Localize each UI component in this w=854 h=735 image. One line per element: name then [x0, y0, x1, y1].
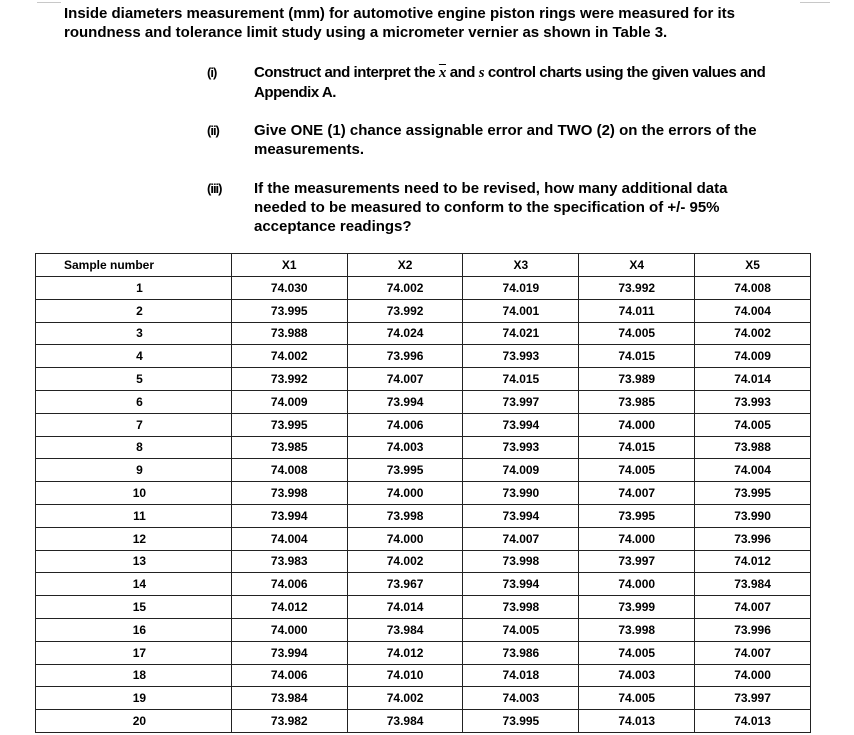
- measurement-cell: 74.004: [231, 527, 347, 550]
- measurement-cell: 73.998: [579, 618, 695, 641]
- sample-number-cell: 12: [36, 527, 232, 550]
- table-row: [36, 436, 811, 459]
- question-1-text-before: Construct and interpret the: [254, 64, 439, 81]
- header-x5: X5: [695, 254, 811, 277]
- measurement-cell: 74.002: [347, 550, 463, 573]
- measurement-cell: 73.994: [347, 390, 463, 413]
- question-3-marker: (iii): [207, 181, 222, 196]
- sample-number-cell: 13: [36, 550, 232, 573]
- measurement-cell: 73.993: [463, 436, 579, 459]
- sample-number-cell: 16: [36, 618, 232, 641]
- measurement-cell: 74.010: [347, 664, 463, 687]
- measurement-cell: 74.014: [347, 596, 463, 619]
- sample-number-cell: 15: [36, 596, 232, 619]
- measurement-cell: 73.996: [695, 527, 811, 550]
- table-row: [36, 459, 811, 482]
- table-row: [36, 641, 811, 664]
- measurement-cell: 73.996: [347, 345, 463, 368]
- measurement-cell: 74.018: [463, 664, 579, 687]
- measurement-cell: 73.992: [347, 299, 463, 322]
- measurement-cell: 74.009: [695, 345, 811, 368]
- measurement-cell: 74.008: [695, 277, 811, 300]
- measurement-cell: 73.995: [695, 482, 811, 505]
- measurement-table: [35, 253, 811, 733]
- page-edge-rule: [37, 2, 61, 3]
- measurement-cell: 74.005: [579, 687, 695, 710]
- measurement-cell: 74.002: [347, 687, 463, 710]
- measurement-cell: 74.019: [463, 277, 579, 300]
- header-x2: X2: [347, 254, 463, 277]
- measurement-cell: 74.007: [695, 596, 811, 619]
- measurement-cell: 74.000: [231, 618, 347, 641]
- measurement-cell: 74.030: [231, 277, 347, 300]
- table-row: [36, 710, 811, 733]
- measurement-cell: 73.995: [231, 413, 347, 436]
- table-row: [36, 368, 811, 391]
- measurement-cell: 74.024: [347, 322, 463, 345]
- sample-number-cell: 20: [36, 710, 232, 733]
- sample-number-cell: 11: [36, 504, 232, 527]
- measurement-cell: 74.012: [231, 596, 347, 619]
- sample-number-cell: 19: [36, 687, 232, 710]
- measurement-cell: 74.000: [579, 527, 695, 550]
- measurement-cell: 74.000: [347, 482, 463, 505]
- sample-number-cell: 5: [36, 368, 232, 391]
- table-row: [36, 618, 811, 641]
- measurement-cell: 74.011: [579, 299, 695, 322]
- measurement-cell: 73.988: [231, 322, 347, 345]
- measurement-cell: 74.007: [695, 641, 811, 664]
- measurement-cell: 73.984: [347, 710, 463, 733]
- measurement-cell: 74.015: [579, 345, 695, 368]
- measurement-cell: 74.003: [347, 436, 463, 459]
- measurement-cell: 74.000: [347, 527, 463, 550]
- measurement-cell: 74.015: [579, 436, 695, 459]
- sample-number-cell: 3: [36, 322, 232, 345]
- measurement-cell: 74.001: [463, 299, 579, 322]
- measurement-cell: 73.998: [347, 504, 463, 527]
- measurement-cell: 73.985: [579, 390, 695, 413]
- header-x4: X4: [579, 254, 695, 277]
- table-header-row: [36, 254, 811, 277]
- question-1-text-and: and: [445, 64, 479, 81]
- intro-paragraph: Inside diameters measurement (mm) for automotive engine piston rings were measured for its roundness and tolerance limit study using a micrometer vernier as shown in Table 3.: [64, 5, 736, 41]
- question-2-marker: (ii): [207, 123, 219, 138]
- measurement-cell: 73.994: [463, 573, 579, 596]
- measurement-cell: 73.982: [231, 710, 347, 733]
- table-row: [36, 687, 811, 710]
- measurement-cell: 74.007: [579, 482, 695, 505]
- sample-number-cell: 8: [36, 436, 232, 459]
- measurement-cell: 73.997: [579, 550, 695, 573]
- table-row: [36, 345, 811, 368]
- measurement-cell: 74.007: [347, 368, 463, 391]
- measurement-cell: 73.984: [347, 618, 463, 641]
- table-row: [36, 390, 811, 413]
- sample-number-cell: 14: [36, 573, 232, 596]
- measurement-cell: 73.992: [231, 368, 347, 391]
- measurement-cell: 74.013: [579, 710, 695, 733]
- measurement-cell: 73.984: [695, 573, 811, 596]
- measurement-cell: 74.005: [579, 322, 695, 345]
- measurement-cell: 74.003: [463, 687, 579, 710]
- table-row: [36, 550, 811, 573]
- measurement-cell: 73.988: [695, 436, 811, 459]
- measurement-cell: 73.992: [579, 277, 695, 300]
- measurement-cell: 73.995: [347, 459, 463, 482]
- measurement-cell: 73.967: [347, 573, 463, 596]
- table-row: [36, 664, 811, 687]
- measurement-cell: 73.984: [231, 687, 347, 710]
- measurement-cell: 74.005: [579, 459, 695, 482]
- table-row: [36, 322, 811, 345]
- header-x3: X3: [463, 254, 579, 277]
- table-row: [36, 482, 811, 505]
- measurement-cell: 73.997: [695, 687, 811, 710]
- measurement-cell: 74.009: [231, 390, 347, 413]
- measurement-cell: 74.012: [695, 550, 811, 573]
- measurement-cell: 74.004: [695, 459, 811, 482]
- measurement-cell: 73.998: [231, 482, 347, 505]
- header-x1: X1: [231, 254, 347, 277]
- measurement-cell: 74.014: [695, 368, 811, 391]
- measurement-cell: 74.005: [463, 618, 579, 641]
- measurement-cell: 73.995: [231, 299, 347, 322]
- measurement-cell: 73.993: [695, 390, 811, 413]
- measurement-cell: 74.003: [579, 664, 695, 687]
- measurement-cell: 73.994: [231, 504, 347, 527]
- measurement-cell: 74.002: [231, 345, 347, 368]
- table-row: [36, 277, 811, 300]
- table-row: [36, 527, 811, 550]
- measurement-cell: 73.999: [579, 596, 695, 619]
- measurement-cell: 73.996: [695, 618, 811, 641]
- measurement-cell: 74.000: [695, 664, 811, 687]
- measurement-cell: 74.006: [231, 573, 347, 596]
- measurement-cell: 74.015: [463, 368, 579, 391]
- table-row: [36, 504, 811, 527]
- measurement-cell: 73.998: [463, 596, 579, 619]
- measurement-cell: 73.994: [463, 413, 579, 436]
- measurement-cell: 73.986: [463, 641, 579, 664]
- measurement-cell: 74.002: [695, 322, 811, 345]
- measurement-cell: 73.989: [579, 368, 695, 391]
- xbar-symbol: $\overline{x}$: [438, 65, 446, 81]
- measurement-cell: 74.007: [463, 527, 579, 550]
- measurement-cell: 73.994: [463, 504, 579, 527]
- question-1-text-after: control charts using the given values and Appendix A.: [254, 64, 766, 101]
- sample-number-cell: 4: [36, 345, 232, 368]
- table-row: [36, 413, 811, 436]
- table-row: [36, 596, 811, 619]
- measurement-cell: 73.985: [231, 436, 347, 459]
- header-sample-number: Sample number: [36, 254, 232, 277]
- measurement-cell: 74.005: [579, 641, 695, 664]
- page-edge-rule: [800, 2, 830, 3]
- table-row: [36, 299, 811, 322]
- question-1-marker: (i): [207, 65, 217, 80]
- measurement-cell: 74.008: [231, 459, 347, 482]
- measurement-cell: 74.002: [347, 277, 463, 300]
- sample-number-cell: 18: [36, 664, 232, 687]
- measurement-cell: 74.000: [579, 413, 695, 436]
- s-symbol: s: [478, 65, 485, 81]
- measurement-cell: 73.995: [463, 710, 579, 733]
- sample-number-cell: 6: [36, 390, 232, 413]
- sample-number-cell: 17: [36, 641, 232, 664]
- measurement-cell: 73.994: [231, 641, 347, 664]
- sample-number-cell: 10: [36, 482, 232, 505]
- sample-number-cell: 7: [36, 413, 232, 436]
- question-1-text: [254, 63, 814, 102]
- measurement-cell: 74.006: [231, 664, 347, 687]
- measurement-cell: 73.998: [463, 550, 579, 573]
- measurement-cell: 73.995: [579, 504, 695, 527]
- table-row: [36, 573, 811, 596]
- sample-number-cell: 9: [36, 459, 232, 482]
- measurement-cell: 73.993: [463, 345, 579, 368]
- measurement-cell: 74.021: [463, 322, 579, 345]
- measurement-cell: 74.005: [695, 413, 811, 436]
- table-body: [36, 277, 811, 733]
- measurement-cell: 74.006: [347, 413, 463, 436]
- question-3-text: If the measurements need to be revised, how many additional data needed to be measured to conform to the specification of +/- 95% acceptance readings?: [254, 180, 728, 235]
- measurement-cell: 74.009: [463, 459, 579, 482]
- question-2-text: Give ONE (1) chance assignable error and TWO (2) on the errors of the measurements.: [254, 122, 757, 158]
- measurement-cell: 73.983: [231, 550, 347, 573]
- sample-number-cell: 1: [36, 277, 232, 300]
- measurement-cell: 74.012: [347, 641, 463, 664]
- measurement-cell: 73.997: [463, 390, 579, 413]
- sample-number-cell: 2: [36, 299, 232, 322]
- measurement-cell: 74.000: [579, 573, 695, 596]
- measurement-cell: 73.990: [463, 482, 579, 505]
- measurement-cell: 74.013: [695, 710, 811, 733]
- measurement-cell: 74.004: [695, 299, 811, 322]
- measurement-cell: 73.990: [695, 504, 811, 527]
